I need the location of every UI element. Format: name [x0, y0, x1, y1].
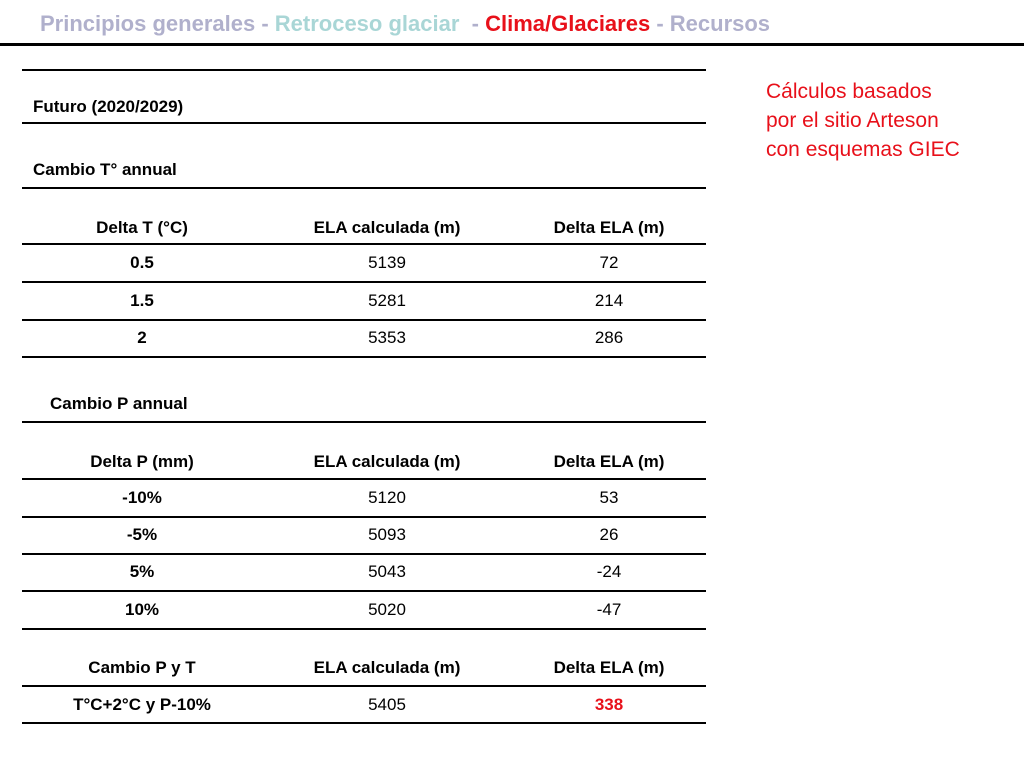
- source-note-line: por el sitio Arteson: [766, 109, 939, 132]
- column-header: Delta ELA (m): [553, 218, 665, 237]
- source-note: [766, 77, 1016, 164]
- nav-recursos[interactable]: Recursos: [669, 11, 771, 36]
- header-divider: [0, 43, 1024, 46]
- ela-cell: 5353: [368, 328, 406, 347]
- table-rule: [22, 722, 706, 724]
- combined-scenario-cell: T°C+2°C y P-10%: [73, 695, 211, 714]
- table-rule: [22, 478, 706, 480]
- column-header: Cambio P y T: [88, 658, 196, 677]
- top-navigation: [40, 9, 770, 39]
- delta-p-cell: 5%: [129, 562, 155, 581]
- delta-t-cell: 1.5: [130, 291, 154, 310]
- nav-separator: -: [650, 11, 670, 36]
- ela-cell: 5139: [368, 253, 406, 272]
- nav-slash: /: [545, 11, 552, 36]
- table-rule: [22, 281, 706, 283]
- delta-ela-cell: 72: [599, 253, 619, 272]
- table-rule: [22, 553, 706, 555]
- ela-cell: 5093: [368, 525, 406, 544]
- ela-cell: 5281: [368, 291, 406, 310]
- table-rule: [22, 122, 706, 124]
- table-title: Futuro (2020/2029): [33, 97, 184, 116]
- delta-ela-cell: 214: [594, 291, 624, 310]
- table-rule: [22, 319, 706, 321]
- column-header: Delta ELA (m): [553, 658, 665, 677]
- column-header: ELA calculada (m): [313, 218, 461, 237]
- precip-section-label: Cambio P annual: [50, 394, 188, 413]
- nav-clima[interactable]: Clima: [485, 11, 545, 36]
- table-rule: [22, 590, 706, 592]
- table-rule: [22, 516, 706, 518]
- column-header: Delta T (°C): [96, 218, 188, 237]
- table-rule: [22, 685, 706, 687]
- delta-ela-cell: 26: [599, 525, 619, 544]
- column-header: ELA calculada (m): [313, 658, 461, 677]
- ela-cell: 5120: [368, 488, 406, 507]
- column-header: Delta P (mm): [90, 452, 194, 471]
- delta-t-cell: 2: [137, 328, 147, 347]
- ela-cell: 5043: [368, 562, 406, 581]
- source-note-line: con esquemas GIEC: [766, 138, 960, 161]
- delta-ela-cell: -24: [596, 562, 622, 581]
- nav-separator: -: [459, 11, 486, 36]
- delta-ela-cell: 286: [594, 328, 624, 347]
- delta-p-cell: -10%: [122, 488, 162, 507]
- ela-cell: 5405: [368, 695, 406, 714]
- column-header: ELA calculada (m): [313, 452, 461, 471]
- delta-p-cell: 10%: [124, 600, 160, 619]
- nav-separator: -: [255, 11, 275, 36]
- delta-ela-cell: 53: [599, 488, 619, 507]
- table-rule: [22, 243, 706, 245]
- delta-p-cell: -5%: [126, 525, 158, 544]
- delta-t-cell: 0.5: [130, 253, 154, 272]
- table-rule: [22, 69, 706, 71]
- nav-retroceso-glaciar[interactable]: Retroceso glaciar: [274, 11, 460, 36]
- column-header: Delta ELA (m): [553, 452, 665, 471]
- temp-section-label: Cambio T° annual: [33, 160, 177, 179]
- delta-ela-cell: -47: [596, 600, 622, 619]
- nav-principios-generales[interactable]: Principios generales: [40, 11, 256, 36]
- table-rule: [22, 356, 706, 358]
- table-rule: [22, 628, 706, 630]
- ela-cell: 5020: [368, 600, 406, 619]
- source-note-line: Cálculos basados: [766, 80, 932, 103]
- table-rule: [22, 187, 706, 189]
- delta-ela-highlight-cell: 338: [594, 695, 624, 714]
- table-rule: [22, 421, 706, 423]
- nav-glaciares[interactable]: Glaciares: [551, 11, 651, 36]
